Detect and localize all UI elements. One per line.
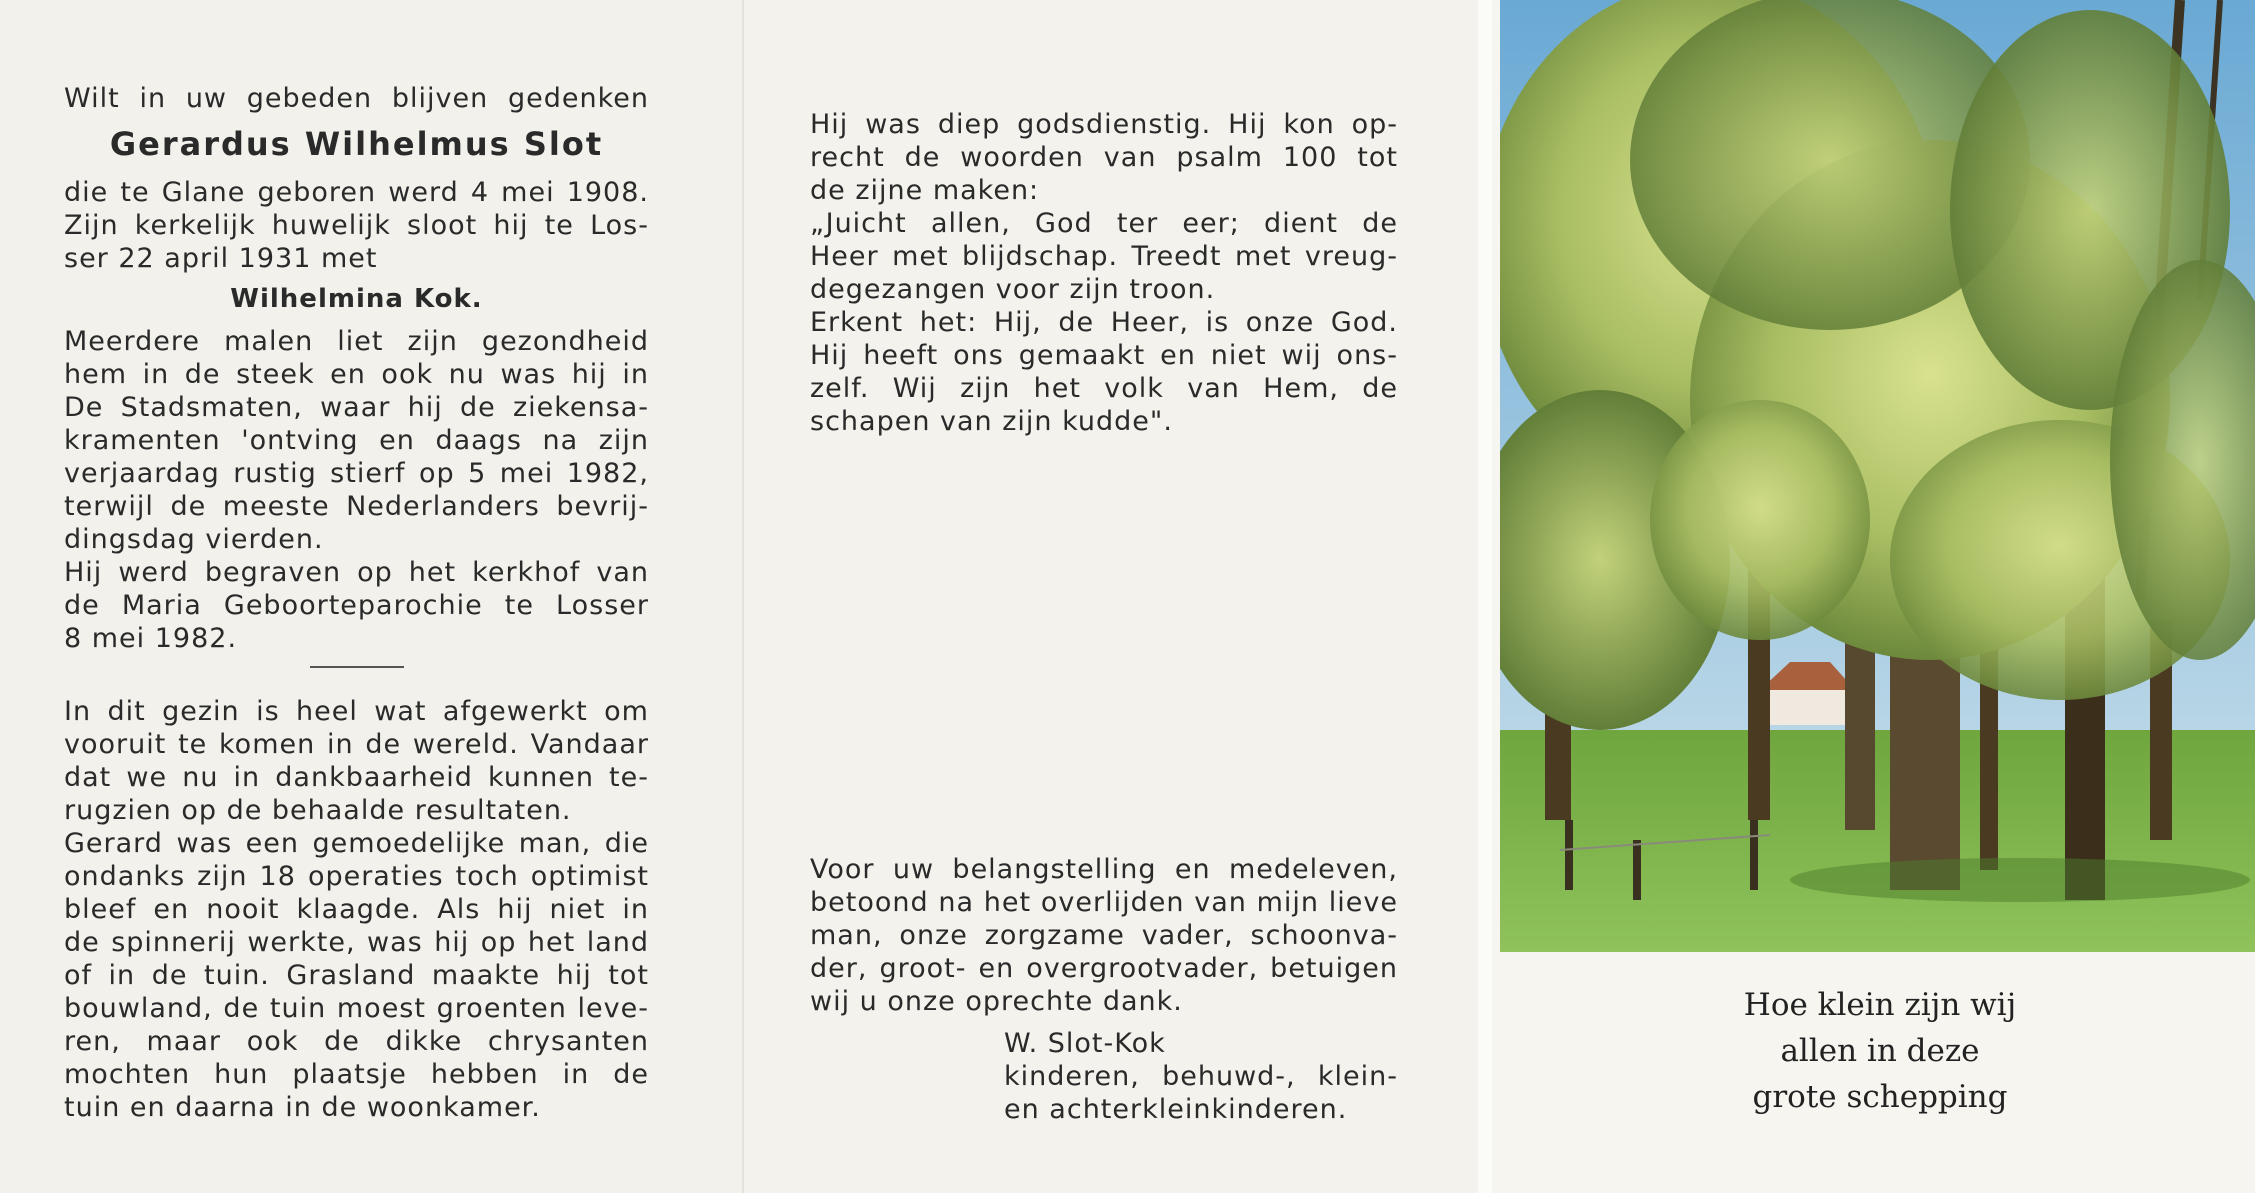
life-line: dat we nu in dankbaarheid kunnen te-: [64, 762, 649, 793]
signature-line: en achterkleinkinderen.: [1004, 1094, 1348, 1125]
life-line: tuin en daarna in de woonkamer.: [64, 1092, 541, 1123]
faith-line: zelf. Wij zijn het volk van Hem, de: [810, 373, 1398, 404]
thanks-line: betoond na het overlijden van mijn lieve: [810, 887, 1398, 918]
middle-card-panel: [742, 0, 1480, 1193]
thanks-paragraph: [810, 853, 1398, 1018]
signature-line: W. Slot-Kok: [1004, 1028, 1166, 1059]
faith-line: schapen van zijn kudde".: [810, 406, 1173, 437]
caption-line: grote schepping: [1752, 1079, 2008, 1115]
faith-line: Erkent het: Hij, de Heer, is onze God.: [810, 307, 1398, 338]
signature-block: [1004, 1027, 1398, 1126]
faith-line: Heer met blijdschap. Treedt met vreug-: [810, 241, 1398, 272]
intro-line: [64, 82, 649, 115]
illness-paragraph: [64, 325, 649, 655]
illness-line: dingsdag vierden.: [64, 524, 324, 555]
life-line: ren, maar ook de dikke chrysanten: [64, 1026, 649, 1057]
illness-line: de Maria Geboorteparochie te Losser: [64, 590, 649, 621]
bio-line: Zijn kerkelijk huwelijk sloot hij te Los-: [64, 210, 649, 241]
thanks-line: Voor uw belangstelling en medeleven,: [810, 854, 1398, 885]
bio-line: die te Glane geboren werd 4 mei 1908.: [64, 177, 649, 208]
life-line: rugzien op de behaalde resultaten.: [64, 795, 572, 826]
photo-caption: [1650, 982, 2110, 1120]
life-line: mochten hun plaatsje hebben in de: [64, 1059, 649, 1090]
life-line: ondanks zijn 18 operaties toch optimist: [64, 861, 649, 892]
willow-trees-photo: [1500, 0, 2255, 952]
bio-paragraph: [64, 176, 649, 275]
faith-line: degezangen voor zijn troon.: [810, 274, 1216, 305]
deceased-name-text: Gerardus Wilhelmus Slot: [109, 125, 604, 163]
faith-line: „Juicht allen, God ter eer; dient de: [810, 208, 1398, 239]
faith-paragraph: [810, 108, 1398, 438]
faith-line: Hij was diep godsdienstig. Hij kon op-: [810, 109, 1398, 140]
illness-line: 8 mei 1982.: [64, 623, 238, 654]
faith-line: de zijne maken:: [810, 175, 1040, 206]
intro-text: Wilt in uw gebeden blijven gedenken: [64, 83, 649, 114]
illness-line: Hij werd begraven op het kerkhof van: [64, 557, 649, 588]
faith-line: recht de woorden van psalm 100 tot: [810, 142, 1398, 173]
deceased-name: [64, 125, 649, 163]
illness-line: terwijl de meeste Nederlanders bevrij-: [64, 491, 649, 522]
bio-line: ser 22 april 1931 met: [64, 243, 378, 274]
illness-line: De Stadsmaten, waar hij de ziekensa-: [64, 392, 649, 423]
card-fold-gap: [1478, 0, 1492, 1200]
thanks-line: der, groot- en overgrootvader, betuigen: [810, 953, 1398, 984]
illness-line: kramenten 'ontving en daags na zijn: [64, 425, 649, 456]
life-line: Gerard was een gemoedelijke man, die: [64, 828, 649, 859]
illness-line: verjaardag rustig stierf op 5 mei 1982,: [64, 458, 649, 489]
signature-line: kinderen, behuwd-, klein-: [1004, 1061, 1398, 1092]
left-card-panel: [0, 0, 742, 1193]
faith-line: Hij heeft ons gemaakt en niet wij ons-: [810, 340, 1398, 371]
scan-edge: [0, 1193, 2255, 1200]
illness-line: Meerdere malen liet zijn gezondheid: [64, 326, 649, 357]
thanks-line: man, onze zorgzame vader, schoonva-: [810, 920, 1398, 951]
caption-line: Hoe klein zijn wij: [1743, 987, 2017, 1023]
life-line: vooruit te komen in de wereld. Vandaar: [64, 729, 649, 760]
section-divider: [310, 666, 404, 668]
spouse-name-text: Wilhelmina Kok.: [230, 284, 483, 314]
life-line: bleef en nooit klaagde. Als hij niet in: [64, 894, 649, 925]
caption-line: allen in deze: [1780, 1033, 1980, 1069]
life-line: bouwland, de tuin moest groenten leve-: [64, 993, 649, 1024]
life-line: de spinnerij werkte, was hij op het land: [64, 927, 649, 958]
thanks-line: wij u onze oprechte dank.: [810, 986, 1183, 1017]
life-line: of in de tuin. Grasland maakte hij tot: [64, 960, 649, 991]
spouse-name: [64, 283, 649, 316]
life-line: In dit gezin is heel wat afgewerkt om: [64, 696, 649, 727]
life-paragraph: [64, 695, 649, 1124]
illness-line: hem in de steek en ook nu was hij in: [64, 359, 649, 390]
